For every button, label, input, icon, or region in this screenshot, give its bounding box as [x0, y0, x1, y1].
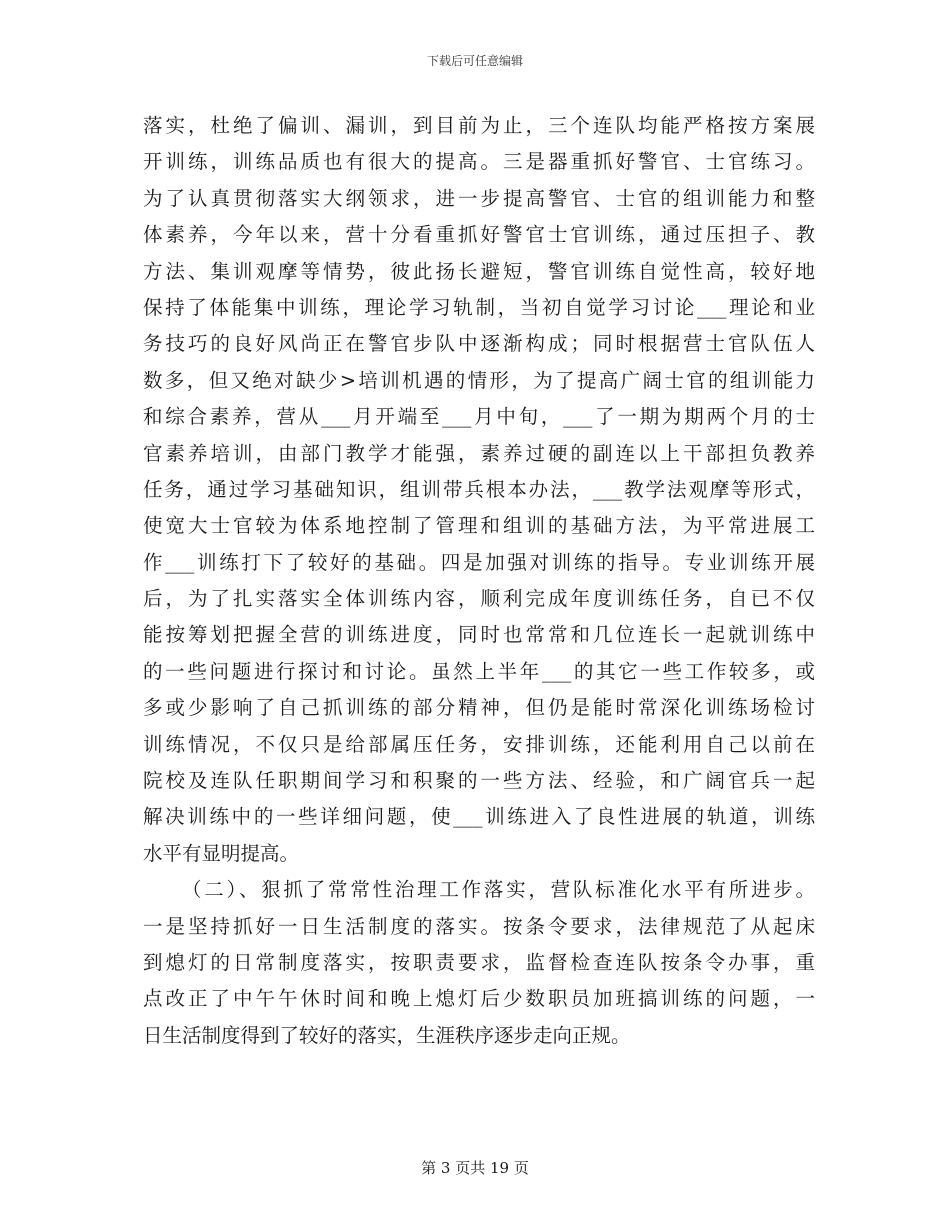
text-line: 点改正了中午午休时间和晚上熄灯后少数职员加班搞训练的问题，一: [143, 987, 815, 1011]
text-line: 到熄灯的日常制度落实，按职责要求，监督检查连队按条令办事，重: [143, 950, 815, 974]
text-line: 落实，杜绝了偏训、漏训，到目前为止，三个连队均能严格按方案展: [143, 114, 815, 137]
text-line: 官素养培训，由部门教学才能强，素养过硬的副连以上干部担负教养: [143, 441, 815, 465]
text-line: 开训练，训练品质也有很大的提高。三是器重抓好警官、士官练习。: [143, 150, 815, 174]
text-line: 一是坚持抓好一日生活制度的落实。按条令要求，法律规范了从起床: [143, 914, 815, 938]
text-line: 日生活制度得到了较好的落实，生涯秩序逐步走向正规。: [143, 1023, 631, 1047]
text-line: 为了认真贯彻落实大纲领求，进一步提高警官、士官的组训能力和整: [143, 186, 815, 210]
text-line: 使宽大士官较为体系地控制了管理和组训的基础方法，为平常进展工: [143, 514, 815, 538]
text-line: 的一些问题进行探讨和讨论。虽然上半年___的其它一些工作较多，或: [143, 659, 815, 683]
document-body: [143, 108, 815, 1054]
text-line: 务技巧的良好风尚正在警官步队中逐渐构成；同时根据营士官队伍人: [143, 332, 815, 356]
page-number: 第 3 页共 19 页: [421, 1159, 529, 1177]
text-line: 作___训练打下了较好的基础。四是加强对训练的指导。专业训练开展: [143, 550, 815, 574]
text-line: 解决训练中的一些详细问题，使___训练进入了良性进展的轨道，训练: [143, 805, 815, 829]
text-line: 水平有显明提高。: [143, 841, 300, 865]
page-header: 下载后可任意编辑: [426, 54, 523, 68]
text-line: 训练情况，不仅只是给部属压任务，安排训练，还能利用自己以前在: [143, 732, 815, 756]
section-heading-line: （二）、狠抓了常常性治理工作落实，营队标准化水平有所进步。: [182, 878, 815, 902]
text-line: 后，为了扎实落实全体训练内容，顺利完成年度训练任务，自已不仅: [143, 587, 815, 611]
text-line: 能按筹划把握全营的训练进度，同时也常常和几位连长一起就训练中: [143, 623, 815, 647]
text-line: 多或少影响了自己抓训练的部分精神，但仍是能时常深化训练场检讨: [143, 696, 815, 720]
text-line: 任务，通过学习基础知识，组训带兵根本办法，___教学法观摩等形式，: [143, 477, 815, 501]
text-line: 数多，但又绝对缺少>培训机遇的情形，为了提高广阔士官的组训能力: [143, 368, 815, 392]
text-line: 院校及连队任职期间学习和积聚的一些方法、经验，和广阔官兵一起: [143, 769, 815, 793]
text-line: 方法、集训观摩等情势，彼此扬长避短，警官训练自觉性高，较好地: [143, 259, 815, 283]
text-line: 体素养，今年以来，营十分看重抓好警官士官训练，通过压担子、教: [143, 223, 815, 247]
text-line: 和综合素养，营从___月开端至___月中旬，___了一期为期两个月的士: [143, 405, 815, 429]
text-line: 保持了体能集中训练，理论学习轨制，当初自觉学习讨论___理论和业: [143, 295, 815, 319]
